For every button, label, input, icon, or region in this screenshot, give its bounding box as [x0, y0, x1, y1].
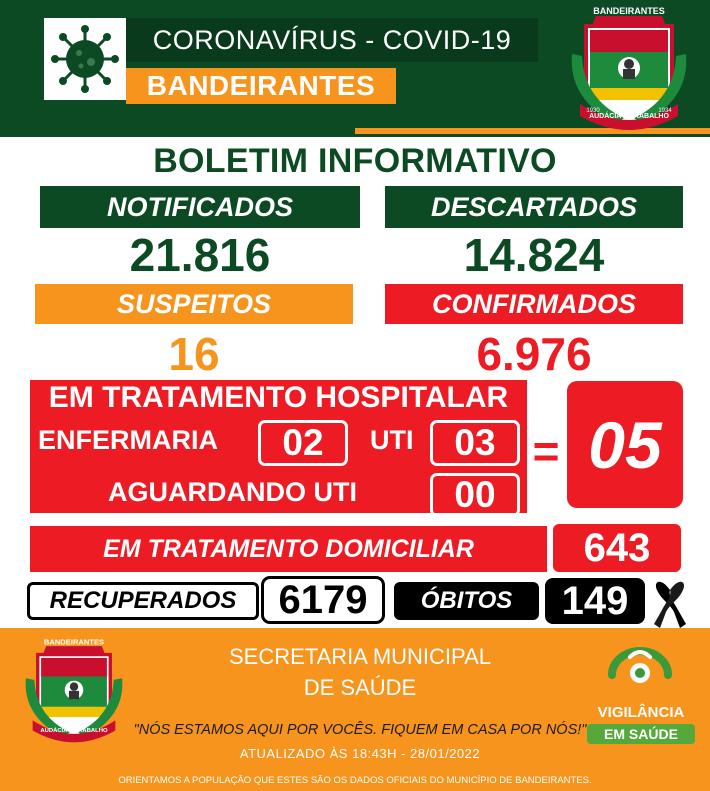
vigilancia-title: VIGILÂNCIA [597, 704, 685, 721]
hospital-title: EM TRATAMENTO HOSPITALAR [48, 381, 509, 414]
crest-motto: AUDÁCIA E TRABALHO [589, 113, 669, 120]
obitos-value: 149 [545, 578, 645, 624]
enfermaria-label: ENFERMARIA [38, 425, 218, 455]
aguardando-uti-label: AGUARDANDO UTI [108, 477, 357, 507]
secretaria-line1: SECRETARIA MUNICIPAL [228, 644, 491, 669]
descartados-value: 14.824 [463, 229, 605, 281]
vigilancia-logo-icon [600, 645, 680, 701]
bulletin-title: BOLETIM INFORMATIVO [153, 142, 557, 180]
recuperados-value: 6179 [261, 576, 385, 624]
hospital-total-value: 05 [567, 381, 683, 508]
virus-icon-box [44, 18, 126, 100]
domiciliar-label: EM TRATAMENTO DOMICILIAR [30, 526, 547, 572]
crest-name: BANDEIRANTES [593, 6, 665, 16]
notificados-value: 21.816 [129, 229, 271, 281]
updated-timestamp: ATUALIZADO ÀS 18:43H - 28/01/2022 [239, 746, 481, 761]
crest-year-right: 1934 [658, 108, 672, 114]
enfermaria-value: 02 [258, 420, 348, 466]
mourning-ribbon-icon [650, 574, 690, 630]
suspeitos-label: SUSPEITOS [35, 284, 353, 324]
aguardando-uti-value: 00 [430, 473, 520, 517]
confirmados-label: CONFIRMADOS [385, 284, 683, 324]
city-crest-icon [566, 4, 692, 132]
suspeitos-value: 16 [168, 328, 220, 380]
domiciliar-value: 643 [553, 524, 681, 572]
uti-label: UTI [370, 425, 414, 455]
vigilancia-subtitle: EM SAÚDE [587, 724, 695, 744]
recuperados-label: RECUPERADOS [27, 582, 259, 620]
equals-sign: = [532, 425, 560, 477]
descartados-label: DESCARTADOS [385, 186, 683, 228]
secretaria-line2: DE SAÚDE [303, 675, 417, 700]
crest-name: BANDEIRANTES [43, 637, 105, 647]
crest-year-left: 1930 [586, 108, 600, 114]
city-crest-icon [20, 636, 128, 744]
notificados-label: NOTIFICADOS [40, 186, 360, 228]
confirmados-value: 6.976 [476, 328, 592, 380]
uti-value: 03 [430, 420, 520, 466]
footer-disclaimer: ORIENTAMOS A POPULAÇÃO QUE ESTES SÃO OS DADOS OFICIAIS DO MUNICÍPIO DE BANDEIRANTES. [118, 775, 592, 786]
city-name: BANDEIRANTES [126, 68, 396, 104]
page-title: CORONAVÍRUS - COVID-19 [126, 18, 538, 62]
crest-motto: AUDÁCIA E TRABALHO [40, 728, 108, 735]
obitos-label: ÓBITOS [394, 582, 539, 620]
virus-icon [44, 18, 126, 100]
footer-quote: "NÓS ESTAMOS AQUI POR VOCÊS. FIQUEM EM CASA POR NÓS!" [133, 722, 587, 738]
